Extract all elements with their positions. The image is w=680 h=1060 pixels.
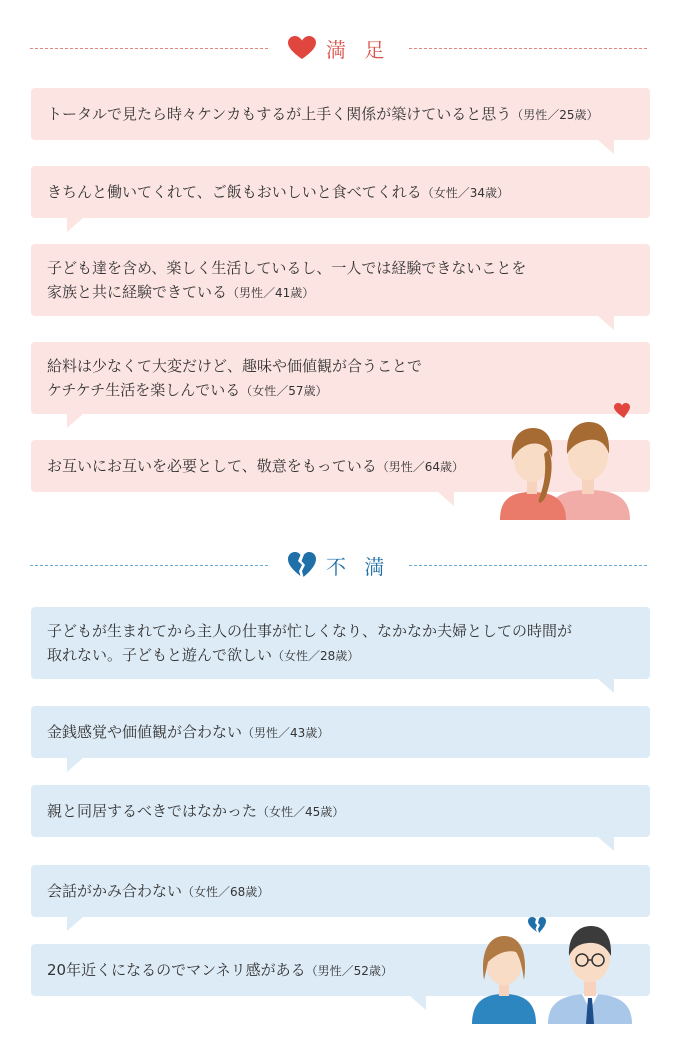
comment-text: 給料は少なくて大変だけど、趣味や価値観が合うことで ケチケチ生活を楽しんでいる [47, 356, 423, 399]
respondent-label: （男性／25歳） [511, 107, 599, 122]
respondent-label: （女性／28歳） [272, 648, 360, 663]
broken-heart-icon [288, 552, 316, 578]
respondent-label: （男性／43歳） [242, 725, 330, 740]
comment-bubble [31, 88, 650, 140]
respondent-label: （女性／68歳） [182, 884, 270, 899]
comment-text: 子どもが生まれてから主人の仕事が忙しくなり、なかなか夫婦としての時間が 取れない。子どもと遊んで欲しい [47, 621, 573, 664]
comment-bubble [31, 706, 650, 758]
small-heart-icon [614, 403, 630, 418]
unhappy-couple-illustration [470, 906, 640, 1024]
respondent-label: （女性／34歳） [421, 185, 509, 200]
divider [30, 48, 268, 49]
respondent-label: （女性／57歳） [240, 383, 328, 398]
small-broken-heart-icon [528, 917, 546, 933]
comment-bubble [31, 607, 650, 679]
respondent-label: （男性／64歳） [376, 459, 464, 474]
divider [409, 48, 647, 49]
heart-icon [288, 36, 316, 60]
satisfaction-header [30, 33, 647, 63]
section-title: 満 足 [326, 37, 391, 62]
respondent-label: （男性／52歳） [305, 963, 393, 978]
divider [409, 565, 647, 566]
comment-bubble [31, 785, 650, 837]
comment-text: 金銭感覚や価値観が合わない [47, 722, 243, 741]
section-title: 不 満 [326, 554, 391, 579]
respondent-label: （女性／45歳） [257, 804, 345, 819]
comment-text: 20年近くになるのでマンネリ感がある [47, 960, 306, 979]
respondent-label: （男性／41歳） [227, 285, 315, 300]
happy-couple-illustration [496, 398, 636, 520]
divider [30, 565, 268, 566]
comment-text: 子ども達を含め、楽しく生活しているし、一人では経験できないことを 家族と共に経験できている [47, 258, 527, 301]
comment-text: きちんと働いてくれて、ご飯もおいしいと食べてくれる [47, 182, 422, 201]
comment-text: トータルで見たら時々ケンカもするが上手く関係が築けていると思う [47, 104, 512, 123]
comment-text: 親と同居するべきではなかった [47, 801, 258, 820]
comment-text: お互いにお互いを必要として、敬意をもっている [47, 456, 377, 475]
comment-text: 会話がかみ合わない [47, 881, 183, 900]
dissatisfaction-header [30, 550, 647, 580]
comment-bubble [31, 166, 650, 218]
comment-bubble [31, 244, 650, 316]
